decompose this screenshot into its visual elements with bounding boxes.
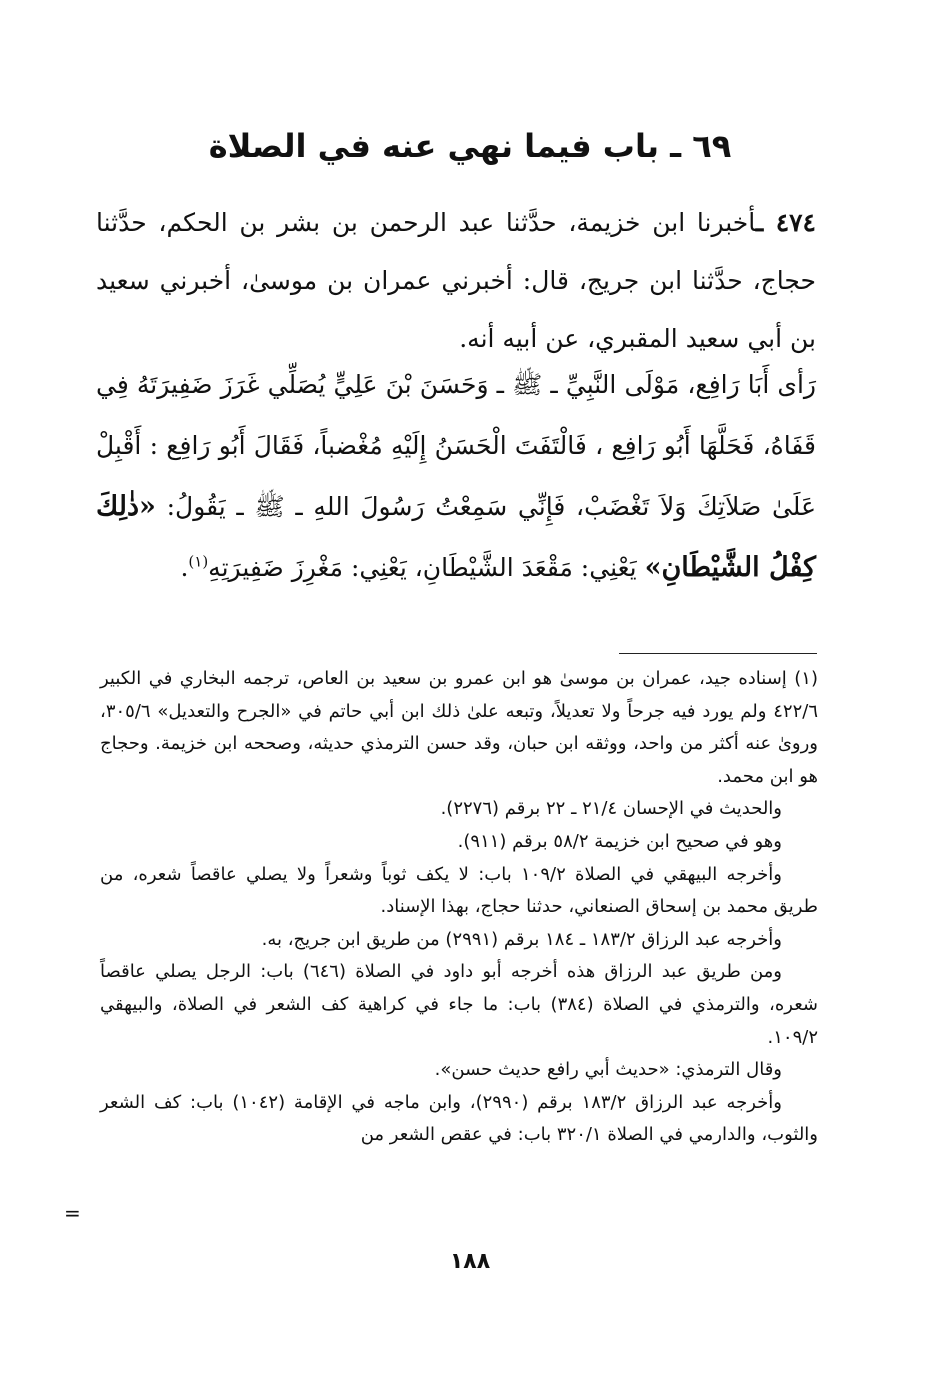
chapter-title: ٦٩ ـ باب فيما نهي عنه في الصلاة xyxy=(208,127,732,165)
prophetic-quote: «ذٰلِكَ كِفْلُ الشَّيْطَانِ» xyxy=(96,491,816,583)
footnote-divider xyxy=(619,653,817,654)
footnote-paragraph: وأخرجه عبد الرزاق ١٨٣/٢ ـ ١٨٤ برقم (٢٩٩١) من طريق ابن جريج، به. xyxy=(261,928,782,950)
hadith-text-paragraph xyxy=(96,354,816,598)
page-number: ١٨٨ xyxy=(449,1249,491,1274)
hadith-narration: رَأى أَبَا رَافِع، مَوْلَى النَّبِيِّ ـ ﷺ ـ وَحَسَنَ بْنَ عَلِيٍّ يُصَلِّي غَرَزَ ضَفِيرَتَهُ فِي قَفَاهُ، فَحَلَّهَا أَبُو رَافِع ، فَالْتَفَتَ الْحَسَنُ إِلَيْهِ مُغْضباً، فَقَالَ أَبُو رَافِع : أَقْبِلْ عَلَىٰ صَلاَتِكَ وَلاَ تَغْضَبْ، فَإِنِّي سَمِعْتُ رَسُولَ اللهِ ـ ﷺ ـ يَقُولُ: xyxy=(96,370,816,521)
continuation-mark: = xyxy=(64,1201,81,1225)
footnote-paragraph: والحديث في الإحسان ٢١/٤ ـ ٢٢ برقم (٢٢٧٦). xyxy=(440,798,782,820)
footnote-paragraph: وأخرجه عبد الرزاق ١٨٣/٢ برقم (٢٩٩٠)، وابن ماجه في الإقامة (١٠٤٢) باب: كف الشعر والثوب، والدارمي في الصلاة ٣٢٠/١ باب: في عقص الشعر من xyxy=(100,1091,818,1146)
footnote-paragraph: وهو في صحيح ابن خزيمة ٥٨/٢ برقم (٩١١). xyxy=(457,830,782,852)
footnote-reference: (١) xyxy=(188,552,209,571)
hadith-chain-text: أخبرنا ابن خزيمة، حدَّثنا عبد الرحمن بن بشر بن الحكم، حدَّثنا حجاج، حدَّثنا ابن جريج، قال: أخبرني عمران بن موسىٰ، أخبرني سعيد بن أبي سعيد المقبري، عن أبيه أنه. xyxy=(96,208,816,353)
hadith-chain-paragraph xyxy=(96,194,816,368)
footnote-paragraph: وأخرجه البيهقي في الصلاة ١٠٩/٢ باب: لا يكف ثوباً وشعراً ولا يصلي عاقصاً شعره، من طريق محمد بن إسحاق الصنعاني، حدثنا حجاج، بهذا الإسناد. xyxy=(100,863,818,918)
footnote-paragraph: (١) إسناده جيد، عمران بن موسىٰ هو ابن عمرو بن سعيد بن العاص، ترجمه البخاري في الكبير ٤٢٢/٦ ولم يورد فيه جرحاً ولا تعديلاً، وتبعه علىٰ ذلك ابن أبي حاتم في «الجرح والتعديل» ٣٠٥/٦، وروىٰ عنه أكثر من واحد، ووثقه ابن حبان، وقد حسن الترمذي حديثه، وصححه ابن خزيمة. وحجاج هو ابن محمد. xyxy=(100,668,818,787)
hadith-explanation: يَعْنِي: مَقْعَدَ الشَّيْطَانِ، يَعْنِي: مَغْرِزَ ضَفِيرَتِهِ xyxy=(208,553,637,582)
hadith-number: ٤٧٤ ـ xyxy=(755,208,816,237)
hadith-end: . xyxy=(180,553,189,582)
footnotes-section xyxy=(100,663,818,1152)
footnote-paragraph: وقال الترمذي: «حديث أبي رافع حديث حسن». xyxy=(434,1059,782,1081)
footnote-paragraph: ومن طريق عبد الرزاق هذه أخرجه أبو داود في الصلاة (٦٤٦) باب: الرجل يصلي عاقصاً شعره، والترمذي في الصلاة (٣٨٤) باب: ما جاء في كراهية كف الشعر في الصلاة، والبيهقي ١٠٩/٢. xyxy=(100,961,818,1048)
